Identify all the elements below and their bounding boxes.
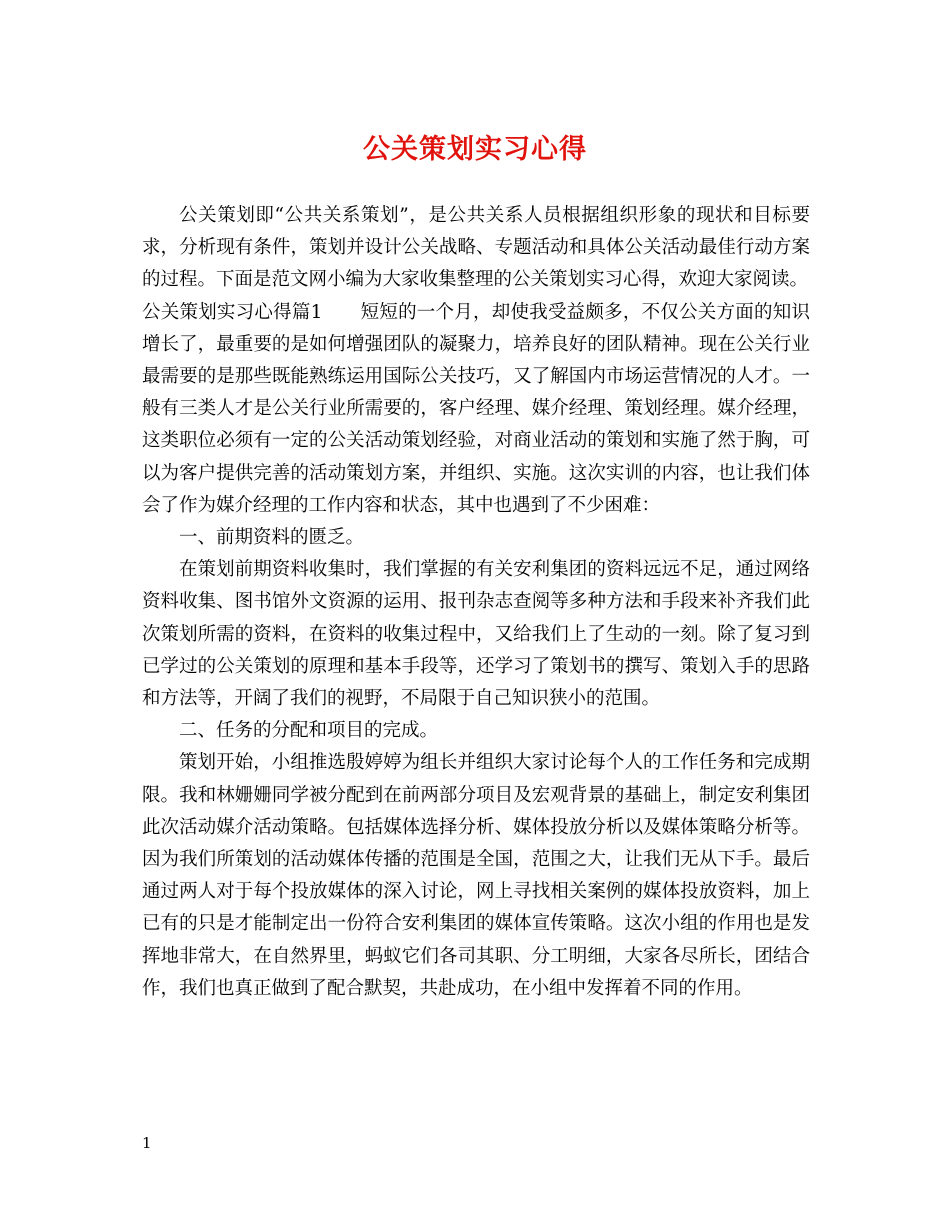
paragraph-task-allocation: 策划开始，小组推选殷婷婷为组长并组织大家讨论每个人的工作任务和完成期限。我和林姗姗同学被分配到在前两部分项目及宏观背景的基础上，制定安利集团此次活动媒介活动策略。包括媒体选择分析、媒体投放分析以及媒体策略分析等。因为我们所策划的活动媒体传播的范围是全国，范围之大，让我们无从下手。最后通过两人对于每个投放媒体的深入讨论，网上寻找相关案例的媒体投放资料，加上已有的只是才能制定出一份符合安利集团的媒体宣传策略。这次小组的作用也是发挥地非常大，在自然界里，蚂蚁它们各司其职、分工明细，大家各尽所长，团结合作，我们也真正做到了配合默契，共赴成功，在小组中发挥着不同的作用。 <box>142 752 810 999</box>
intro-paragraph: 公关策划即“公共关系策划”，是公共关系人员根据组织形象的现状和目标要求，分析现有条件，策划并设计公关战略、专题活动和具体公关活动最佳行动方案的过程。下面是范文网小编为大家收集整理的公关策划实习心得，欢迎大家阅读。 <box>142 205 810 291</box>
section-text: 短短的一个月，却使我受益颇多，不仅公关方面的知识增长了，最重要的是如何增强团队的凝聚力，培养良好的团队精神。现在公关行业最需要的是那些既能熟练运用国际公关技巧，又了解国内市场运营情况的人才。一般有三类人才是公关行业所需要的，客户经理、媒介经理、策划经理。媒介经理，这类职位必须有一定的公关活动策划经验，对商业活动的策划和实施了然于胸，可以为客户提供完善的活动策划方案，并组织、实施。这次实训的内容，也让我们体会了作为媒介经理的工作内容和状态，其中也遇到了不少困难： <box>142 301 810 516</box>
section-paragraph <box>142 297 810 522</box>
page-number: 1 <box>142 1134 152 1152</box>
section-label: 公关策划实习心得篇1 <box>142 301 323 323</box>
paragraph-early-materials: 在策划前期资料收集时，我们掌握的有关安利集团的资料远远不足，通过网络资料收集、图书馆外文资源的运用、报刊杂志查阅等多种方法和手段来补齐我们此次策划所需的资料，在资料的收集过程中，又给我们上了生动的一刻。除了复习到已学过的公关策划的原理和基本手段等，还学习了策划书的撰写、策划入手的思路和方法等，开阔了我们的视野，不局限于自己知识狭小的范围。 <box>142 559 810 710</box>
document-body <box>142 200 810 1005</box>
heading-task-allocation: 二、任务的分配和项目的完成。 <box>179 720 439 742</box>
document-title: 公关策划实习心得 <box>363 134 587 165</box>
heading-early-materials: 一、前期资料的匮乏。 <box>179 527 365 549</box>
